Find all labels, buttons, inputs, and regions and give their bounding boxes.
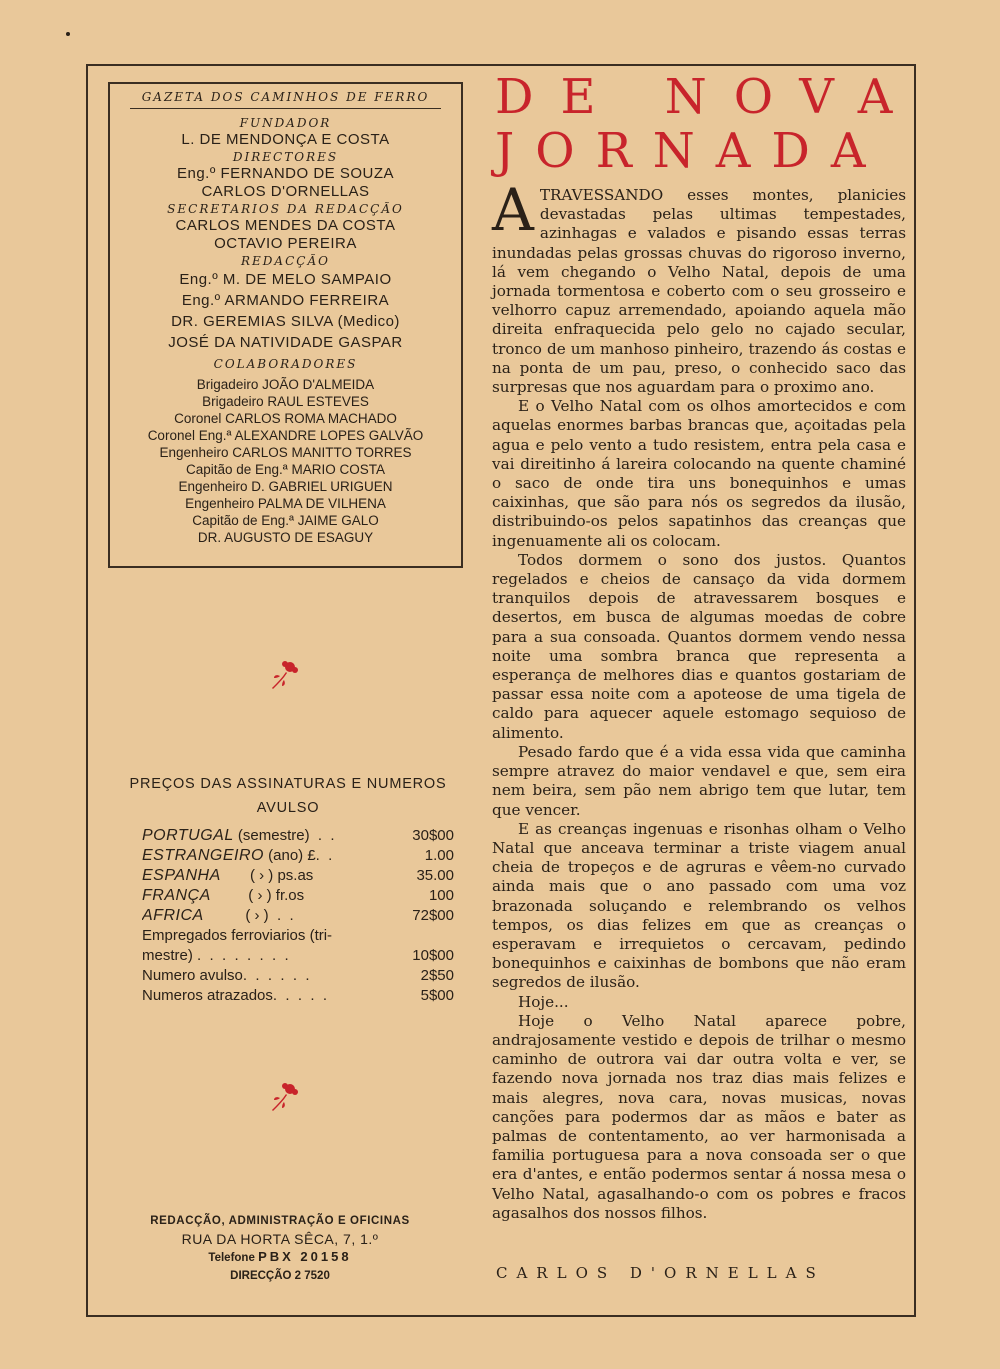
price-row (142, 846, 454, 866)
price-row (142, 986, 454, 1006)
subscription-prices (118, 772, 458, 1006)
price-region: AFRICA (142, 907, 204, 924)
collaborator-name: Capitão de Eng.ª JAIME GALO (192, 513, 379, 528)
redaction-name: Eng.º M. DE MELO SAMPAIO (179, 271, 392, 288)
headline-line2: JORNADA (495, 123, 887, 179)
director-name: Eng.º FERNANDO DE SOUZA (176, 165, 395, 182)
collaborator-name: Capitão de Eng.ª MARIO COSTA (185, 462, 386, 477)
address-footer (100, 1212, 460, 1285)
collaborator-name: Brigadeiro JOÃO D'ALMEIDA (196, 377, 375, 392)
flower-ornament-icon (268, 1078, 304, 1114)
article-byline: CARLOS D'ORNELLAS (496, 1264, 825, 1282)
price-detail: Numeros atrazados. . . . . (142, 987, 328, 1004)
footer-phone (100, 1248, 460, 1267)
price-detail: (ano) £. . (263, 847, 333, 864)
article-paragraph: Todos dormem o sono dos justos. Quantos regelados e cheios de cansaço da vida dormem tranquilos depois de atravessarem bosques e desertos, em busca de algumas moedas de cobre para a sua consoada. Quantos dormem vendo nessa noite uma sombra branca que representa a esperança de melhores dias e quantos gostariam de passar essa noite com a apoteose de uma tigela de caldo para aquecer aquele estomago sequioso de alimento. (492, 550, 906, 742)
price-note: Empregados ferroviarios (tri- (142, 927, 333, 944)
prices-title-line2: AVULSO (256, 800, 320, 816)
article-paragraph: E as creanças ingenuas e risonhas olham o Velho Natal que anceava terminar a triste viagem anual cheia de tropeços e de agruras e vêem-no curvado ainda mais que o ano passado com uma voz brazonada soluçando e relembrando os velhos tempos, os dias felizes em que as creanças o esperavam e irrequietos o cercavam, pedindo bonequinhos e caixinhas de bombons que não eram segredos de ilusão. (492, 819, 906, 992)
drop-cap: A (492, 176, 534, 244)
article-body (492, 176, 906, 1223)
price-detail: (semestre) . . (233, 827, 335, 844)
prices-title: PREÇOS DAS ASSINATURAS E NUMEROS (129, 776, 447, 792)
footer-address: RUA DA HORTA SÊCA, 7, 1.º (181, 1231, 379, 1247)
price-row (142, 966, 454, 986)
footer-direction: DIRECÇÃO 2 7520 (230, 1270, 330, 1282)
price-row (142, 946, 454, 966)
founder-label: FUNDADOR (239, 116, 332, 130)
journal-title: GAZETA DOS CAMINHOS DE FERRO (130, 90, 441, 109)
price-row (142, 826, 454, 846)
collaborator-name: Engenheiro CARLOS MANITTO TORRES (159, 445, 412, 460)
collaborator-name: Engenheiro PALMA DE VILHENA (185, 496, 386, 511)
founder-name: L. DE MENDONÇA E COSTA (181, 131, 390, 148)
flower-ornament-icon (268, 656, 304, 692)
article-paragraph: Pesado fardo que é a vida essa vida que caminha sempre atravez do maior vendavel e que, sem eira nem beira, sem pão nem abrigo tem que lutar, tem que vencer. (492, 742, 906, 819)
article-headline (495, 69, 920, 179)
secretaries-label: SECRETARIOS DA REDACÇÃO (167, 202, 404, 216)
secretary-name: OCTAVIO PEREIRA (214, 235, 357, 252)
redaction-name: Eng.º ARMANDO FERREIRA (181, 292, 390, 309)
price-value: 35.00 (416, 867, 454, 884)
collaborator-name: Coronel Eng.ª ALEXANDRE LOPES GALVÃO (147, 428, 424, 443)
price-value: 100 (428, 887, 454, 904)
price-value: 2$50 (420, 967, 454, 984)
footer-offices: REDACÇÃO, ADMINISTRAÇÃO E OFICINAS (150, 1215, 410, 1227)
collaborator-name: Engenheiro D. GABRIEL URIGUEN (178, 479, 393, 494)
collaborator-name: Coronel CARLOS ROMA MACHADO (174, 411, 397, 426)
price-detail: mestre) . . . . . . . . (142, 947, 289, 964)
collaborators-label: COLABORADORES (213, 357, 358, 371)
headline-line1: DE NOVA (495, 69, 920, 125)
masthead-box (108, 82, 463, 568)
price-region: ESTRANGEIRO (142, 847, 264, 864)
price-region: ESPANHA (142, 867, 221, 884)
article-paragraph: E o Velho Natal com os olhos amortecidos e com aquelas enormes barbas brancas que, açoitadas pela agua e pelo vento a tudo resistem, entra pela casa e vai direitinho á lareira colocando na quente chaminé o saco de onde tira uns bonequinhos e umas caixinhas, que são para nós os segredos da ilusão, distribuindo-os pelos sapatinhos das creanças que ingenuamente ali os colocam. (492, 397, 906, 550)
redaction-name: DR. GEREMIAS SILVA (Medico) (171, 313, 400, 330)
price-region: PORTUGAL (142, 827, 234, 844)
price-value: 30$00 (412, 827, 454, 844)
price-row (142, 886, 454, 906)
article-paragraph: Hoje... (518, 992, 569, 1011)
price-row (142, 866, 454, 886)
secretary-name: CARLOS MENDES DA COSTA (175, 217, 396, 234)
article-paragraph: Hoje o Velho Natal aparece pobre, andrajosamente vestido e depois de trilhar o mesmo caminho de outrora vai dar outra volta e ver, se fazendo nova jornada nos traz dias mais felizes e mais alegres, nova cara, novas musicas, novas canções para podermos dar as mãos e bater as palmas de contentamento, ao ver harmonisada a familia portuguesa para a nova consoada ser o que era d'antes, e então podermos sentar á nossa mesa o Velho Natal, agasalhando-o com os pobres e fracos agasalhos dos nossos filhos. (492, 1011, 906, 1222)
price-detail: Numero avulso. . . . . . (142, 967, 310, 984)
redaction-name: JOSÉ DA NATIVIDADE GASPAR (168, 334, 403, 351)
price-value: 5$00 (420, 987, 454, 1004)
redaction-label: REDACÇÃO (241, 254, 330, 268)
price-value: 1.00 (424, 847, 454, 864)
phone-label: Telefone (208, 1252, 259, 1264)
price-detail: ( › ) fr.os (210, 887, 305, 904)
directors-label: DIRECTORES (232, 150, 339, 164)
price-detail: ( › ) ps.as (220, 867, 314, 884)
price-detail: ( › ) . . (203, 907, 294, 924)
director-name: CARLOS D'ORNELLAS (201, 183, 370, 200)
collaborator-name: Brigadeiro RAUL ESTEVES (202, 394, 369, 409)
paragraph-text: TRAVESSANDO esses montes, planicies devastadas pelas ultimas tempestades, azinhagas e valados e pisando essas terras inundadas pelas grossas chuvas do rigoroso inverno, lá vem chegando o Velho Natal, depois de uma jornada tormentosa e coberto com o seu grosseiro e velhorro capuz arremendado, apoiando aquela mão direita enfraquecida pelo gelo no cajado secular, tronco de um manhoso pinheiro, trazendo ás costas e na ponta de um pau, preso, o conhecido saco das surpresas que nos aguardam para o proximo ano. (492, 186, 906, 397)
price-value: 72$00 (412, 907, 454, 924)
article-paragraph (492, 176, 906, 397)
collaborator-name: DR. AUGUSTO DE ESAGUY (197, 530, 374, 545)
price-region: FRANÇA (142, 887, 211, 904)
phone-number: PBX 20158 (258, 1249, 352, 1264)
price-row (142, 906, 454, 926)
page-speck (66, 32, 70, 36)
price-value: 10$00 (412, 947, 454, 964)
